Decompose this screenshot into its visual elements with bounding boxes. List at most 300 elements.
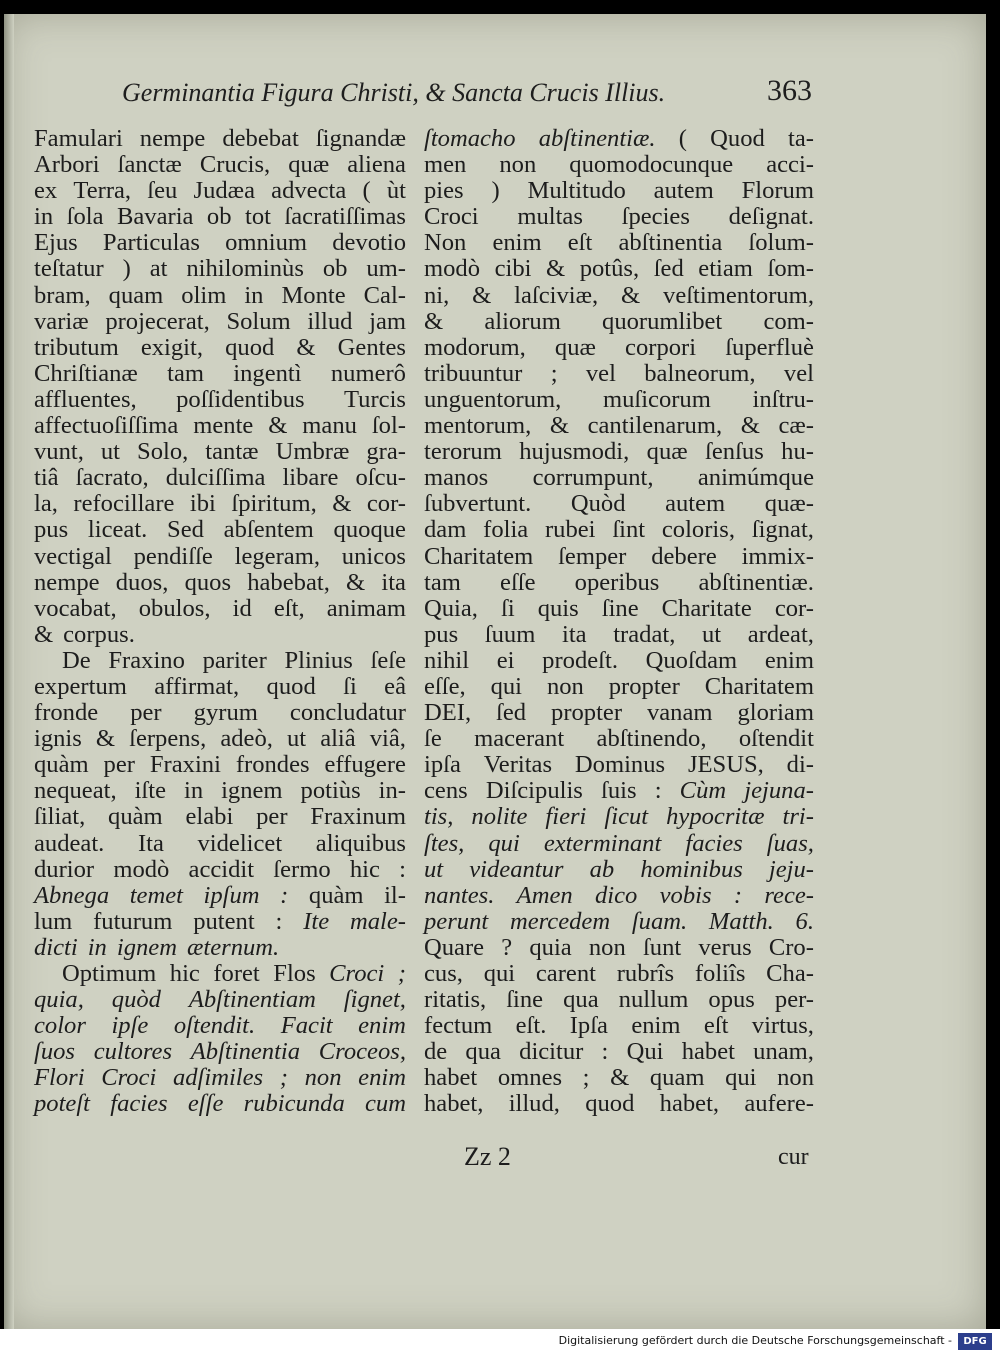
word: de	[424, 1038, 448, 1066]
word: ritatis,	[424, 986, 487, 1014]
word: Optimum	[62, 960, 157, 987]
text-line	[424, 674, 814, 700]
word: 6.	[795, 907, 814, 935]
word: quod	[266, 672, 316, 700]
word: expertum	[34, 672, 127, 700]
word: nolite	[471, 803, 528, 831]
word: adſimiles	[172, 1064, 264, 1092]
word: cor-	[366, 490, 406, 518]
word: per	[130, 699, 162, 727]
word: Quia,	[424, 594, 478, 622]
word: quomodocunque	[569, 151, 734, 179]
word: ſuum	[484, 620, 536, 648]
word: vel	[783, 359, 814, 387]
word: quoque	[333, 516, 406, 544]
word: Quare	[424, 933, 485, 961]
word: autem	[653, 177, 714, 205]
text-line	[424, 178, 814, 204]
word: Flos	[273, 960, 316, 987]
word: enim	[631, 1012, 681, 1040]
word: enim	[358, 1012, 406, 1040]
word: ſi	[343, 672, 357, 700]
word: rubei	[544, 516, 596, 544]
word: vobis	[659, 881, 712, 909]
page-number: 363	[767, 74, 812, 107]
word: ibi	[189, 490, 216, 518]
word: fieri	[545, 803, 587, 831]
word: dam	[424, 516, 467, 544]
word: habet	[424, 1064, 478, 1092]
word: foliîs	[694, 960, 746, 987]
word: opus	[708, 986, 755, 1014]
word: coloris,	[661, 516, 735, 544]
word: cum	[365, 1090, 406, 1118]
word: unam,	[753, 1038, 814, 1066]
word: putent	[193, 907, 255, 935]
word: Cro-	[768, 933, 814, 961]
word: macerant	[474, 725, 565, 753]
word: hic	[349, 855, 380, 883]
word: cens	[424, 777, 468, 805]
word: Ite	[303, 907, 330, 935]
word: quàm	[108, 803, 163, 831]
word: hujusmodi,	[519, 438, 630, 466]
word: qua	[465, 1038, 501, 1066]
word: Arbori	[34, 151, 100, 179]
word: Charitatem	[424, 542, 534, 570]
word: animam	[326, 594, 406, 622]
word: dicitur	[519, 1038, 584, 1066]
word: modorum,	[424, 333, 526, 361]
word: com-	[763, 307, 814, 335]
word: :	[654, 777, 662, 805]
word: Monte	[281, 281, 346, 309]
word: potûs,	[579, 255, 640, 283]
text-line	[34, 596, 406, 622]
word: quorumlibet	[602, 307, 723, 335]
word: abſtinentiæ.	[698, 568, 814, 596]
word: ut	[424, 855, 444, 883]
text-line	[424, 256, 814, 282]
word: eâ	[384, 672, 406, 700]
word: Solo,	[137, 438, 189, 466]
word: quia,	[34, 986, 84, 1014]
word: ſi	[501, 594, 515, 622]
text-line	[34, 648, 406, 674]
word: ſeſe	[370, 646, 406, 674]
word: nequeat,	[34, 777, 117, 805]
word: oſcu-	[355, 464, 406, 492]
word: projecerat,	[105, 307, 210, 335]
word: vectigal	[34, 542, 112, 570]
word: Charitate	[661, 594, 752, 622]
word: tis,	[424, 803, 454, 831]
text-line	[34, 622, 406, 648]
word: omnium	[225, 229, 308, 257]
text-line	[424, 1013, 814, 1039]
word: Ita	[137, 829, 164, 857]
word: ignem	[221, 777, 283, 805]
text-line	[424, 1065, 814, 1091]
text-line	[34, 439, 406, 465]
word: potiùs	[300, 777, 361, 805]
word: Croci	[329, 960, 385, 987]
word: affirmat,	[154, 672, 240, 700]
word: Qui	[626, 1038, 664, 1066]
word: ab	[589, 855, 615, 883]
left-text-column	[34, 126, 406, 1118]
text-line	[34, 804, 406, 830]
text-line	[424, 778, 814, 804]
word: gra-	[366, 438, 406, 466]
running-head: Germinantia Figura Christi, & Sancta Crucis Illius.	[122, 78, 666, 107]
text-line	[34, 700, 406, 726]
footer-bar	[0, 1329, 1000, 1356]
word: ob	[206, 203, 232, 231]
word: exterminant	[543, 829, 662, 857]
word: ſenſus	[705, 438, 764, 466]
word: tam	[167, 359, 204, 387]
word: oſtendit	[738, 725, 814, 753]
word: in-	[378, 777, 406, 805]
word: non	[777, 1064, 814, 1092]
text-line	[34, 126, 406, 152]
word: aliorum	[484, 307, 561, 335]
word: vunt,	[34, 438, 84, 466]
word: quia	[529, 933, 572, 961]
word: Non	[424, 229, 467, 257]
word: devotio	[332, 229, 406, 257]
word: habet	[681, 1038, 735, 1066]
word: aliquibus	[315, 829, 406, 857]
word: qui	[490, 672, 523, 700]
word: Plinius	[284, 646, 353, 674]
word: )	[122, 255, 131, 283]
page-spine-shadow	[4, 14, 14, 1329]
word: nempe	[139, 125, 206, 152]
word: abſtinentiæ.	[538, 125, 656, 152]
word: :	[275, 907, 283, 935]
word: &	[546, 255, 566, 283]
word: viâ,	[369, 725, 406, 753]
word: ?	[501, 933, 513, 961]
word: illud,	[508, 1090, 560, 1118]
word: manos	[424, 464, 489, 492]
word: concludatur	[289, 699, 406, 727]
word: ſuperfluè	[725, 333, 814, 361]
word: in	[34, 203, 54, 231]
word: deſignat.	[728, 203, 814, 231]
word: ni,	[424, 281, 450, 309]
word: non	[499, 151, 537, 179]
word: ſol-	[371, 412, 406, 440]
text-line	[34, 491, 406, 517]
word: dulciſſima	[165, 464, 266, 492]
text-line	[424, 361, 814, 387]
word: manu	[302, 412, 357, 440]
word: carent	[535, 960, 596, 987]
word: tam	[424, 568, 461, 596]
word: Abſtinentia	[190, 1038, 301, 1066]
text-line	[424, 570, 814, 596]
word: balneorum,	[644, 359, 756, 387]
word: ſine	[601, 594, 639, 622]
word: affectuoſiſſima	[34, 412, 179, 440]
word: Gentes	[337, 333, 406, 361]
word: Quod	[710, 125, 765, 152]
word: ſermo	[273, 855, 331, 883]
word: enim	[492, 229, 542, 257]
text-line	[34, 935, 406, 961]
word: facies	[685, 829, 743, 857]
word: operibus	[574, 568, 660, 596]
word: dico	[594, 881, 638, 909]
word: ingentì	[233, 359, 302, 387]
word: exigit,	[140, 333, 203, 361]
text-line	[34, 883, 406, 909]
word: eſſe	[187, 1090, 224, 1118]
text-line	[34, 256, 406, 282]
text-line	[424, 309, 814, 335]
word: quæ	[554, 333, 596, 361]
word: ſpecies	[621, 203, 690, 231]
word: videlicet	[197, 829, 283, 857]
word: at	[149, 255, 168, 283]
word: gyrum	[193, 699, 258, 727]
word: unguentorum,	[424, 385, 562, 413]
word: quod	[585, 1090, 635, 1118]
word: ut	[100, 438, 121, 466]
word: cæ-	[778, 412, 814, 440]
text-line	[424, 465, 814, 491]
word: non	[588, 933, 626, 961]
word: cultores	[93, 1038, 173, 1066]
text-line	[424, 935, 814, 961]
word: ſignet,	[343, 986, 406, 1014]
word: nantes.	[424, 881, 495, 909]
word: ſine	[506, 986, 544, 1014]
text-line	[34, 178, 406, 204]
text-line	[424, 961, 814, 987]
word: Chriſtianæ	[34, 359, 138, 387]
word: Veritas	[483, 751, 553, 779]
word: mente	[193, 412, 254, 440]
word: non	[546, 672, 584, 700]
word: eſſe,	[424, 672, 466, 700]
word: pendiſſe	[133, 542, 213, 570]
word: ſicut	[604, 803, 649, 831]
text-line	[424, 387, 814, 413]
word: id	[232, 594, 252, 622]
word: ei	[496, 646, 515, 674]
text-line	[424, 596, 814, 622]
word: abſtinendo,	[596, 725, 707, 753]
word: il-	[384, 881, 406, 909]
word: rubrîs	[616, 960, 675, 987]
word: qua	[563, 986, 599, 1014]
word: foret	[213, 960, 260, 987]
right-text-column	[424, 126, 814, 1118]
word: virtus,	[751, 1012, 814, 1040]
word: nihil	[424, 646, 470, 674]
text-line	[424, 622, 814, 648]
word: folia	[483, 516, 529, 544]
word: cantilenarum,	[587, 412, 723, 440]
word: per-	[774, 986, 814, 1014]
word: Flori	[34, 1064, 85, 1092]
word: &	[472, 281, 492, 309]
word: Umbræ	[275, 438, 350, 466]
word: legeram,	[234, 542, 320, 570]
text-line	[34, 152, 406, 178]
word: verus	[698, 933, 752, 961]
word: Multitudo	[527, 177, 626, 205]
word: ſolum-	[748, 229, 814, 257]
word: refocillare	[73, 490, 175, 518]
text-line	[424, 283, 814, 309]
text-line	[424, 491, 814, 517]
word: ſanctæ	[117, 151, 182, 179]
word: (	[362, 177, 371, 205]
text-line	[424, 726, 814, 752]
word: ipſum	[203, 881, 260, 909]
text-line	[424, 700, 814, 726]
word: duos,	[115, 568, 169, 596]
word: veſtimentorum,	[663, 281, 814, 309]
word: variæ	[34, 307, 89, 335]
text-line	[34, 987, 406, 1013]
word: quos	[184, 568, 232, 596]
word: &	[549, 412, 569, 440]
word: Solum	[226, 307, 291, 335]
word: &	[268, 412, 288, 440]
word: &	[621, 281, 641, 309]
word: :	[601, 1038, 609, 1066]
text-line	[34, 1039, 406, 1065]
word: fronde	[34, 699, 99, 727]
word: pariter	[202, 646, 267, 674]
word: ùt	[386, 177, 406, 205]
word: ſuis	[601, 777, 637, 805]
word: Facit	[280, 1012, 333, 1040]
text-line	[34, 674, 406, 700]
word: qui	[483, 960, 516, 987]
word: unicos	[341, 542, 406, 570]
word: :	[733, 881, 743, 909]
word: ſtes,	[424, 829, 465, 857]
word: DEI,	[424, 699, 472, 727]
word: quam	[649, 1064, 705, 1092]
word: rubicunda	[243, 1090, 345, 1118]
text-line	[424, 204, 814, 230]
word: Croceos,	[318, 1038, 406, 1066]
text-line	[34, 857, 406, 883]
word: debebat	[222, 125, 299, 152]
text-line	[34, 230, 406, 256]
word: illud	[307, 307, 353, 335]
text-line	[424, 544, 814, 570]
word: vanam	[646, 699, 713, 727]
word: prodeſt.	[542, 646, 618, 674]
word: iſte	[134, 777, 167, 805]
page-header	[122, 74, 812, 114]
word: hypocritæ	[666, 803, 765, 831]
text-line	[34, 413, 406, 439]
word: quis	[537, 594, 579, 622]
word: etiam	[698, 255, 753, 283]
word: nempe	[34, 568, 100, 596]
word: tri-	[782, 803, 814, 831]
word: hu-	[781, 438, 814, 466]
word: eſt,	[273, 594, 305, 622]
word: ta-	[788, 125, 814, 152]
word: male-	[350, 907, 406, 935]
word: ſignandæ	[315, 125, 406, 152]
word: per	[103, 751, 135, 779]
word: audeat.	[34, 829, 105, 857]
word: Cùm	[679, 777, 727, 805]
word: hic	[169, 960, 200, 987]
word: ſuam.	[631, 907, 688, 935]
word: debere	[651, 542, 717, 570]
word: poſſidentibus	[176, 385, 305, 413]
word: lum	[34, 907, 73, 935]
word: di-	[786, 751, 814, 779]
word: modò	[113, 855, 170, 883]
word: immix-	[741, 542, 814, 570]
text-line	[424, 413, 814, 439]
word: vocabat,	[34, 594, 117, 622]
word: nullum	[618, 986, 689, 1014]
word: men	[424, 151, 467, 179]
word: inſtru-	[752, 385, 814, 413]
word: accidit	[188, 855, 255, 883]
text-line	[34, 831, 406, 857]
word: elabi	[185, 803, 234, 831]
text-line	[34, 1013, 406, 1039]
word: Abſtinentiam	[188, 986, 316, 1014]
word: muſicorum	[602, 385, 711, 413]
word: JESUS,	[687, 751, 764, 779]
word: &	[332, 490, 352, 518]
word: Ejus	[34, 229, 78, 257]
word: ſuas,	[766, 829, 814, 857]
word: la,	[34, 490, 58, 518]
word: tantæ	[205, 438, 259, 466]
word: quæ	[288, 151, 330, 179]
text-line	[34, 387, 406, 413]
word: abſtinentia	[618, 229, 723, 257]
word: autem	[665, 490, 726, 518]
word: ſuos	[34, 1038, 75, 1066]
word: Florum	[741, 177, 814, 205]
word: eſt.	[515, 1012, 547, 1040]
word: ignis	[34, 725, 82, 753]
word: pus	[424, 620, 459, 648]
word: corpus.	[63, 620, 135, 648]
text-line	[34, 778, 406, 804]
word: Charitatem	[704, 672, 814, 700]
word: jam	[369, 307, 406, 335]
word: quæ	[646, 438, 688, 466]
word: um-	[366, 255, 406, 283]
word: ſed	[496, 699, 527, 727]
word: laſciviæ,	[514, 281, 599, 309]
word: eſt	[567, 229, 593, 257]
text-line	[34, 335, 406, 361]
text-line	[34, 1091, 406, 1117]
word: eſt	[703, 1012, 729, 1040]
